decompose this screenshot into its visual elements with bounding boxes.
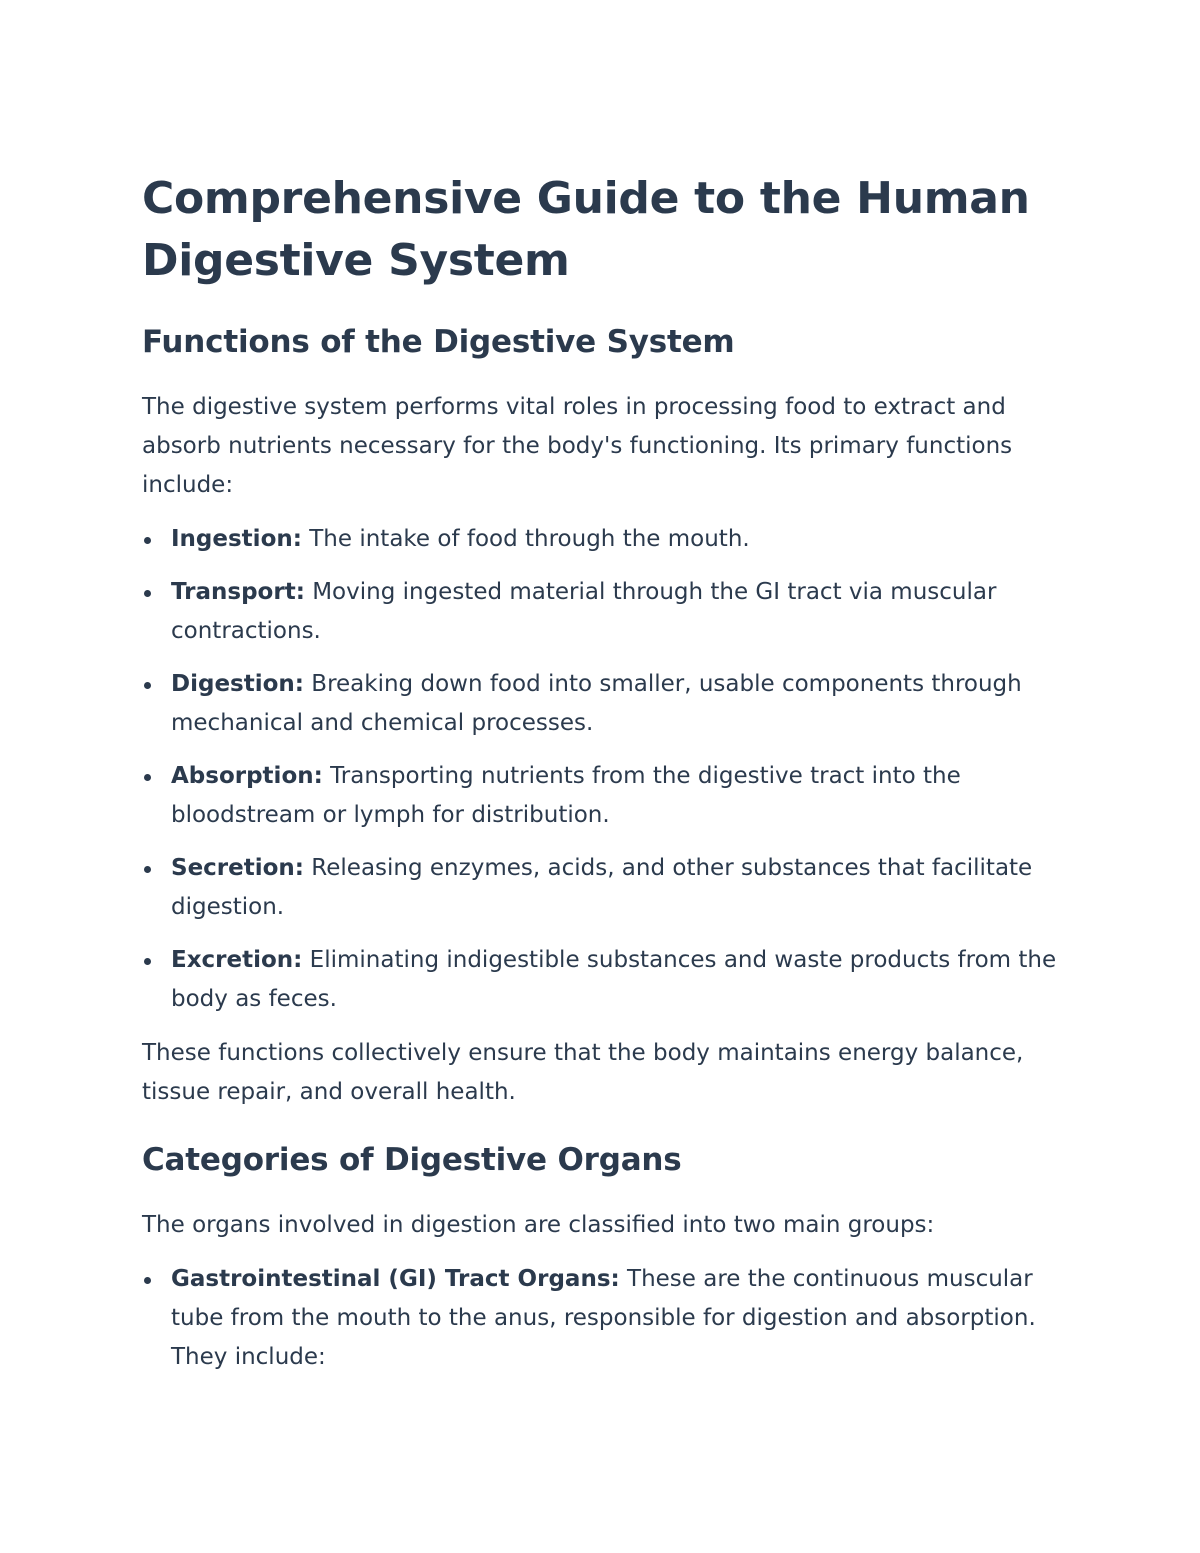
functions-outro: These functions collectively ensure that the body maintains energy balance, tissue repair, and overall health. <box>142 1040 1024 1105</box>
item-text: The intake of food through the mouth. <box>301 526 750 552</box>
bullet-icon <box>144 866 151 873</box>
bullet-icon <box>144 590 151 597</box>
item-term: Secretion: <box>171 855 304 881</box>
item-term: Gastrointestinal (GI) Tract Organs: <box>171 1266 620 1292</box>
list-item <box>142 665 1062 743</box>
item-text: Moving ingested material through the GI tract via muscular contractions. <box>171 579 997 644</box>
item-term: Digestion: <box>171 671 304 697</box>
bullet-icon <box>144 774 151 781</box>
categories-heading: Categories of Digestive Organs <box>142 1142 682 1178</box>
functions-section <box>142 322 1062 1112</box>
categories-intro: The organs involved in digestion are classified into two main groups: <box>142 1212 935 1238</box>
item-term: Excretion: <box>171 947 303 973</box>
list-item <box>142 1260 1062 1377</box>
item-text: Transporting nutrients from the digestive tract into the bloodstream or lymph for distribution. <box>171 763 961 828</box>
bullet-icon <box>144 958 151 965</box>
document-page <box>142 168 1062 1392</box>
item-term: Transport: <box>171 579 305 605</box>
bullet-icon <box>144 682 151 689</box>
list-item <box>142 573 1062 651</box>
item-term: Absorption: <box>171 763 323 789</box>
item-term: Ingestion: <box>171 526 302 552</box>
item-text: Eliminating indigestible substances and waste products from the body as feces. <box>171 947 1057 1012</box>
bullet-icon <box>144 537 151 544</box>
list-item <box>142 520 1062 559</box>
categories-section <box>142 1140 1062 1377</box>
functions-intro: The digestive system performs vital roles in processing food to extract and absorb nutrients necessary for the body's functioning. Its primary functions include: <box>142 394 1013 498</box>
functions-heading: Functions of the Digestive System <box>142 324 735 360</box>
categories-list <box>142 1260 1062 1377</box>
page-title: Comprehensive Guide to the Human Digestive System <box>142 173 1030 286</box>
list-item <box>142 849 1062 927</box>
item-text: These are the continuous muscular tube from the mouth to the anus, responsible for digestion and absorption. They include: <box>171 1266 1036 1370</box>
item-text: Breaking down food into smaller, usable components through mechanical and chemical processes. <box>171 671 1022 736</box>
bullet-icon <box>144 1277 151 1284</box>
list-item <box>142 757 1062 835</box>
functions-list <box>142 520 1062 1019</box>
list-item <box>142 941 1062 1019</box>
item-text: Releasing enzymes, acids, and other substances that facilitate digestion. <box>171 855 1033 920</box>
